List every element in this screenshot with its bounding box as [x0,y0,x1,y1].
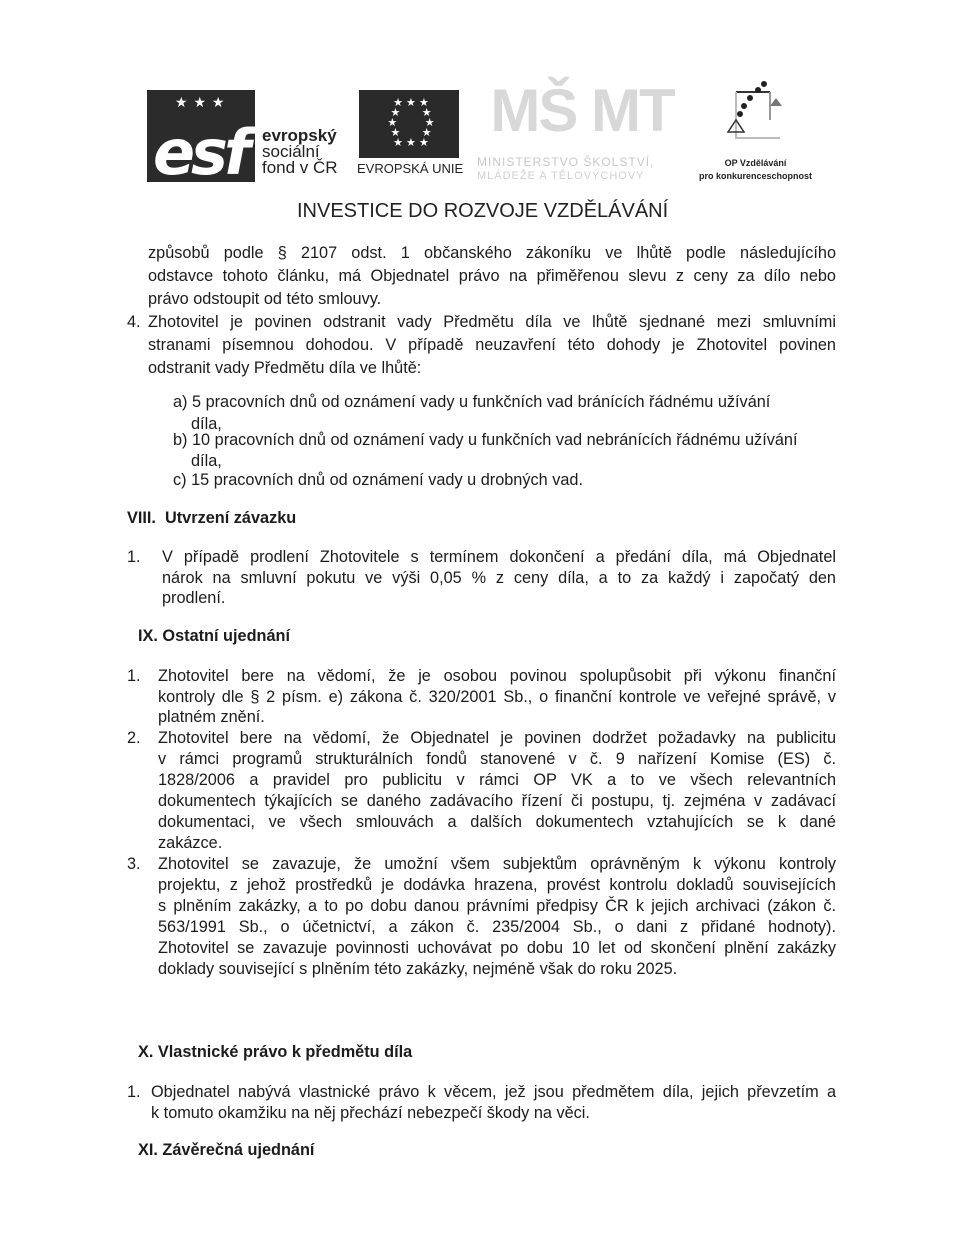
section9-line: zakázce. [158,834,223,852]
section9-line: Zhotovitel se zavazuje, že umožní všem subjektům oprávněným k výkonu kontroly [158,855,836,873]
section9-line: doklady související s plněním této zakázky, nejméně však do roku 2025. [158,960,678,978]
section8-line: nárok na smluvní pokutu ve výši 0,05 % z ceny díla, a to za každý i započatý den [162,569,836,587]
item-number: 1. [127,1083,141,1101]
sub-item-a-cont: díla, [191,415,222,433]
section-heading: IX. Ostatní ujednání [138,627,290,645]
section-heading: X. Vlastnické právo k předmětu díla [138,1043,413,1061]
intro-line: právo odstoupit od této smlouvy. [148,290,382,308]
eu-flag-icon [359,90,459,158]
section10-line: Objednatel nabývá vlastnické právo k věcem, jež jsou předmětem díla, jejich převzetím a [151,1083,836,1101]
sub-item-a: a) 5 pracovních dnů od oznámení vady u funkčních vad bránících řádnému užívání [173,393,771,411]
section9-line: s plněním zakázky, a to po dobu danou právními předpisy ČR k jejich archivaci (zákon č. [158,897,836,915]
sub-item-c: c) 15 pracovních dnů od oznámení vady u drobných vad. [173,471,583,489]
section8-line: V případě prodlení Zhotovitele s termínem dokončení a předání díla, má Objednatel [162,548,836,566]
esf-logo-mark [147,90,255,182]
document-header [0,0,960,240]
esf-letters: esf [153,116,247,182]
sub-item-b-cont: díla, [191,452,222,470]
section9-line: Zhotovitel bere na vědomí, že Objednatel je povinen dodržet požadavky na publicitu [158,729,836,747]
section10-line: k tomuto okamžiku na něj přechází nebezpečí škody na věci. [151,1104,590,1122]
section9-line: dokumentech týkajících se daného zadávacího řízení či postupu, tj. zejména v zadávací [158,792,836,810]
eu-logo [357,90,467,185]
item-number: 1. [127,548,141,566]
intro-line: způsobů podle § 2107 odst. 1 občanského zákoníku ve lhůtě podle následujícího [148,244,836,262]
opvk-icon [720,80,800,150]
section9-line: 1828/2006 a pravidel pro publicitu v rámci OP VK a to ve všech relevantních [158,771,836,789]
section8-line: prodlení. [162,589,226,607]
section9-line: platném znění. [158,708,265,726]
esf-line2: sociální [262,142,320,161]
star-ring-icon: ★ ★ ★ ★ ★ ★ ★ ★ ★ ★ ★ ★ [387,97,435,149]
msmt-line2: MLÁDEŽE A TĚLOVÝCHOVY [477,170,645,182]
eu-logo-label: EVROPSKÁ UNIE [357,161,464,176]
msmt-line1: MINISTERSTVO ŠKOLSTVÍ, [477,155,655,169]
section9-line: dokumentaci, ve všech smlouvách a dalších dokumentech vztahujících se k dané [158,813,836,831]
intro-line: odstavce tohoto článku, má Objednatel právo na přiměřenou slevu z ceny za dílo nebo [148,267,836,285]
esf-logo-text [262,128,338,176]
section9-line: projektu, z jehož prostředků je dodávka hrazena, provést kontrolu dokladů souvisejících [158,876,836,894]
section9-line: Zhotovitel se zavazuje povinnosti uchovávat po dobu 10 let od skončení plnění zakázky [158,939,836,957]
section-heading: XI. Závěrečná ujednání [138,1141,315,1159]
opvk-line2: pro konkurenceschopnost [698,171,813,181]
section-heading: VIII. Utvrzení závazku [127,509,297,527]
opvk-line1: OP Vzdělávání [724,158,787,168]
item4-line: odstranit vady Předmětu díla ve lhůtě: [148,359,422,377]
item4-line: stranami písemnou dohodou. V případě neuzavření této dohody je Zhotovitel povinen [148,336,836,354]
esf-logo [147,90,362,185]
opvk-logo [688,80,823,185]
section9-line: v rámci programů strukturálních fondů stanovené v č. 9 nařízení Komise (ES) č. [158,750,836,768]
item-number: 1. [127,667,141,685]
esf-line1: evropský [262,126,337,145]
section9-line: Zhotovitel bere na vědomí, že je osobou povinou spolupůsobit při výkonu finanční [158,667,836,685]
item-number: 3. [127,855,141,873]
msmt-logo [477,77,687,185]
section9-line: kontroly dle § 2 písm. e) zákona č. 320/2001 Sb., o finanční kontrole ve veřejné správě, v [158,688,836,706]
sub-item-b: b) 10 pracovních dnů od oznámení vady u funkčních vad nebránících řádnému užívání [173,431,798,449]
esf-line3: fond v ČR [262,158,338,177]
item4-line: Zhotovitel je povinen odstranit vady Předmětu díla ve lhůtě sjednané mezi smluvními [148,313,836,331]
msmt-mark: MŠ MT [490,77,674,144]
item-number: 4. [127,313,141,331]
eu-stars-icon: ★ ★ ★ [175,94,226,110]
item-number: 2. [127,729,141,747]
section9-line: 563/1991 Sb., o účetnictví, a zákon č. 235/2004 Sb., o dani z přidané hodnoty). [158,918,836,936]
header-tagline: INVESTICE DO ROZVOJE VZDĚLÁVÁNÍ [297,200,669,222]
